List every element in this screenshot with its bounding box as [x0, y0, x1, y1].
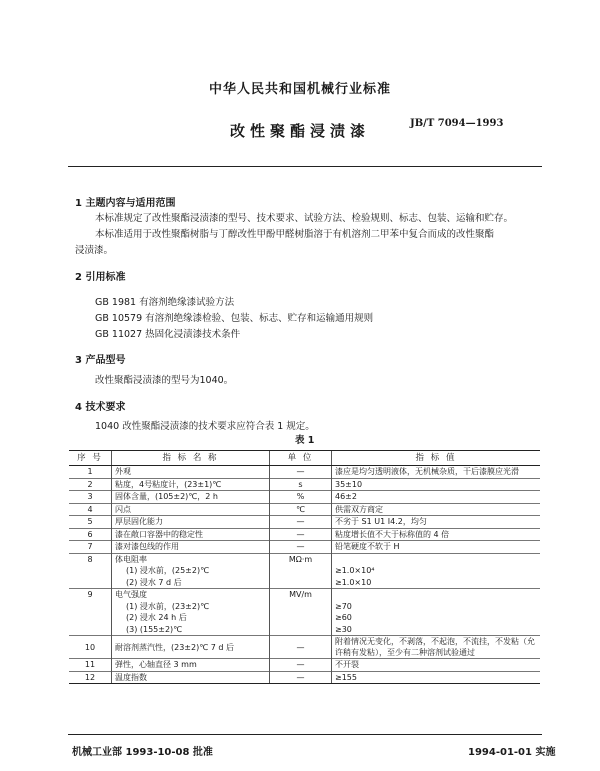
table-row: [69, 553, 540, 565]
cell-unit: —: [270, 516, 332, 529]
cell-no: [69, 612, 112, 624]
cell-no: 10: [69, 636, 112, 659]
table-row: [69, 671, 540, 684]
cell-no: 8: [69, 553, 112, 565]
table-row: [69, 491, 540, 504]
cell-no: 9: [69, 589, 112, 601]
footer-divider: [68, 734, 542, 735]
cell-name: 温度指数: [112, 671, 270, 684]
table-row: [69, 516, 540, 529]
table-caption: 表 1: [295, 435, 315, 446]
cell-name: 闪点: [112, 503, 270, 516]
cell-no: [69, 565, 112, 577]
cell-unit: —: [270, 671, 332, 684]
cell-no: 11: [69, 659, 112, 672]
section-4-paragraph: 1040 改性聚酯浸渍漆的技术要求应符合表 1 规定。: [95, 421, 315, 432]
cell-value: 35±10: [332, 478, 541, 491]
cell-unit: MΩ·m: [270, 553, 332, 565]
cell-no: 7: [69, 541, 112, 554]
cell-unit: [270, 577, 332, 589]
section-2-heading: 2 引用标准: [75, 272, 126, 283]
cell-name: (1) 浸水前，(25±2)℃: [112, 565, 270, 577]
cell-name: 粘度，4号粘度计，(23±1)℃: [112, 478, 270, 491]
cell-value: ≥60: [332, 612, 541, 624]
cell-no: 3: [69, 491, 112, 504]
cell-unit: [270, 612, 332, 624]
table-row: [69, 659, 540, 672]
cell-no: 5: [69, 516, 112, 529]
section-1-paragraph-2-cont: 浸渍漆。: [75, 245, 114, 256]
section-3-heading: 3 产品型号: [75, 355, 126, 366]
column-header-name: 指 标 名 称: [112, 451, 270, 466]
section-1-paragraph-1: 本标准规定了改性聚酯浸渍漆的型号、技术要求、试验方法、检验规则、标志、包装、运输和贮存。: [95, 213, 514, 224]
spec-table-body: [69, 466, 540, 684]
cell-unit: MV/m: [270, 589, 332, 601]
cell-unit: —: [270, 528, 332, 541]
cell-name: 厚层固化能力: [112, 516, 270, 529]
cell-value: 漆应是均匀透明液体，无机械杂质，干后漆膜应光滑: [332, 466, 541, 479]
cell-name: 外观: [112, 466, 270, 479]
column-header-value: 指 标 值: [332, 451, 541, 466]
cell-unit: —: [270, 636, 332, 659]
cell-no: 12: [69, 671, 112, 684]
table-row: [69, 636, 540, 659]
approval-date: 机械工业部 1993-10-08 批准: [72, 747, 213, 758]
cell-name: 体电阻率: [112, 553, 270, 565]
cell-unit: ℃: [270, 503, 332, 516]
table-row: [69, 624, 540, 636]
cell-value: ≥30: [332, 624, 541, 636]
cell-no: 4: [69, 503, 112, 516]
cell-value: 粘度增长值不大于标称值的 4 倍: [332, 528, 541, 541]
reference-item: GB 11027 热固化浸渍漆技术条件: [95, 329, 241, 340]
cell-name: 漆在敞口容器中的稳定性: [112, 528, 270, 541]
column-header-no: 序 号: [69, 451, 112, 466]
table-row: [69, 601, 540, 613]
cell-value: 46±2: [332, 491, 541, 504]
column-header-unit: 单 位: [270, 451, 332, 466]
section-3-paragraph: 改性聚酯浸渍漆的型号为1040。: [95, 375, 234, 386]
cell-name: (1) 浸水前，(23±2)℃: [112, 601, 270, 613]
cell-name: 漆对漆包线的作用: [112, 541, 270, 554]
cell-value: 不开裂: [332, 659, 541, 672]
cell-unit: [270, 624, 332, 636]
cell-unit: s: [270, 478, 332, 491]
reference-item: GB 10579 有溶剂绝缘漆检验、包装、标志、贮存和运输通用规则: [95, 313, 374, 324]
table-row: [69, 589, 540, 601]
cell-name: (3) (155±2)℃: [112, 624, 270, 636]
table-row: [69, 466, 540, 479]
cell-value: ≥1.0×10⁴: [332, 565, 541, 577]
cell-value: [332, 553, 541, 565]
spec-table: [69, 450, 540, 684]
implementation-date: 1994-01-01 实施: [468, 747, 556, 758]
cell-unit: —: [270, 466, 332, 479]
cell-value: ≥70: [332, 601, 541, 613]
cell-no: 1: [69, 466, 112, 479]
cell-unit: %: [270, 491, 332, 504]
cell-value: ≥155: [332, 671, 541, 684]
cell-name: 电气强度: [112, 589, 270, 601]
table-row: [69, 528, 540, 541]
cell-no: [69, 577, 112, 589]
cell-name: (2) 浸水 24 h 后: [112, 612, 270, 624]
cell-unit: [270, 601, 332, 613]
table-row: [69, 503, 540, 516]
table-row: [69, 541, 540, 554]
table-row: [69, 577, 540, 589]
cell-name: (2) 浸水 7 d 后: [112, 577, 270, 589]
standard-body-header: 中华人民共和国机械行业标准: [208, 82, 391, 97]
header-divider: [68, 166, 542, 167]
section-1-paragraph-2: 本标准适用于改性聚酯树脂与丁醇改性甲酚甲醛树脂溶于有机溶剂二甲苯中复合而成的改性聚酯: [95, 229, 495, 240]
cell-value: 供需双方商定: [332, 503, 541, 516]
cell-value: 不劣于 S1 U1 I4.2，均匀: [332, 516, 541, 529]
cell-value: 铅笔硬度不软于 H: [332, 541, 541, 554]
cell-no: [69, 624, 112, 636]
table-header-row: [69, 451, 540, 466]
section-4-heading: 4 技术要求: [75, 402, 126, 413]
reference-item: GB 1981 有溶剂绝缘漆试验方法: [95, 297, 235, 308]
table-row: [69, 612, 540, 624]
cell-value: [332, 589, 541, 601]
standard-code: JB/T 7094—1993: [410, 118, 504, 129]
cell-unit: —: [270, 541, 332, 554]
cell-no: [69, 601, 112, 613]
cell-name: 弹性，心轴直径 3 mm: [112, 659, 270, 672]
cell-unit: [270, 565, 332, 577]
cell-no: 2: [69, 478, 112, 491]
table-row: [69, 478, 540, 491]
table-row: [69, 565, 540, 577]
cell-unit: —: [270, 659, 332, 672]
cell-name: 固体含量，(105±2)℃，2 h: [112, 491, 270, 504]
cell-value: 附着情况无变化，不剥落，不起泡，不流挂，不发粘（允许稍有发粘），至少有二种溶剂试验通过: [332, 636, 541, 659]
document-title: 改性聚酯浸渍漆: [229, 122, 370, 140]
cell-value: ≥1.0×10: [332, 577, 541, 589]
section-1-heading: 1 主题内容与适用范围: [75, 198, 176, 209]
cell-name: 耐溶剂蒸汽性，(23±2)℃ 7 d 后: [112, 636, 270, 659]
cell-no: 6: [69, 528, 112, 541]
